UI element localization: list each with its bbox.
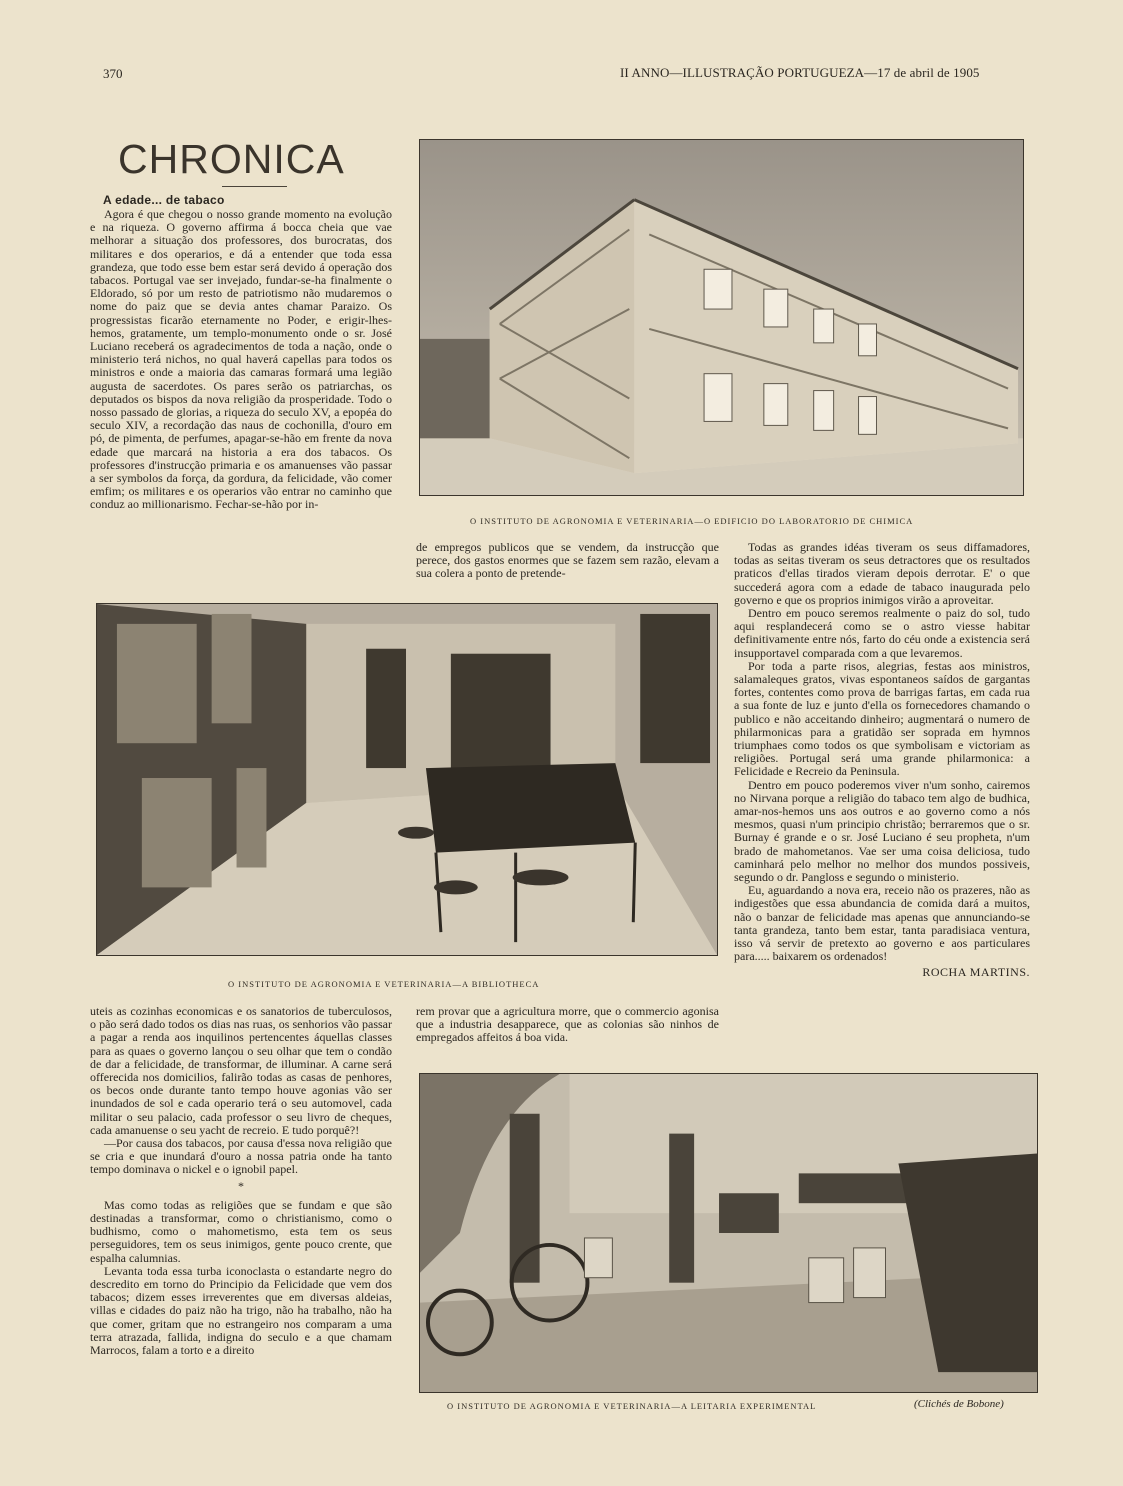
paragraph: Agora é que chegou o nosso grande momento na evolução e na riqueza. O governo affirma á bocca cheia que vae melhorar a situação dos professores, dos burocratas, dos militares e dos operarios, e dá a entender que toda essa grandeza, que todo esse bem estar será devido á operação dos tabacos. Portugal vae ser invejado, fundar-se-ha finalmente o Eldorado, só por um resto de patriotismo não mudaremos o nome do paiz que se devia antes chamar Paraizo. Os progressistas ficarão eternamente no Poder, e erigir-lhes-hemos, gratamente, um templo-monumento onde o sr. José Luciano receberá os agradecimentos de toda a nação, onde o ministerio terá nichos, no qual haverá capellas para todos os ministros e onde a maioria das camaras formará uma legião augusta de sacerdotes. Os pares serão os patriarchas, os deputados os bispos da nova religião da prosperidade. Todo o nosso passado de glorias, a riqueza do seculo XV, a epopéa do seculo XIV, a recordação das naus de cochonilla, d'ouro em pó, de pimenta, de perfumes, apagar-se-hão em frente da nova edade que marcará na historia a era dos tabacos. Os professores d'instrucção primaria e os amanuenses vão passar a ser symbolos da força, da gordura, da felicidade, vão comer emfim; os militares e os operarios vão entrar no caminho que conduz ao millionarismo. Fechar-se-hão por in- — [90, 208, 392, 512]
paragraph: Eu, aguardando a nova era, receio não os prazeres, não as indigestões que essa abundancia de comida dará a muitos, não o banzar de felicidade mas apenas que annunciando-se tanta grandeza, tanto bem estar, tanta paradisiaca ventura, isso vá servir de pretexto ao governo e aos particulares para..... baixarem os ordenados! — [734, 883, 1030, 964]
text-column-3 — [734, 541, 1030, 1056]
photo-credit: (Clichés de Bobone) — [914, 1398, 1004, 1410]
text-column-1-bottom — [90, 1005, 392, 1417]
author-signature: ROCHA MARTINS. — [922, 964, 1030, 979]
paragraph: Todas as grandes idéas tiveram os seus diffamadores, todas as seitas tiveram os seus detractores que os resultados praticos d'ellas tirados vieram depois derrotar. E' o que succederá agora com a edade de tabaco inaugurada pelo governo e que os proprios inimigos virão a aproveitar. — [734, 541, 1030, 607]
article-subtitle: A edade... de tabaco — [103, 193, 225, 207]
paragraph: rem provar que a agricultura morre, que o commercio agonisa que a industria desapparece, que as colonias são ninhos de empregados affeitos á boa vida. — [416, 1005, 719, 1045]
paragraph: —Por causa dos tabacos, por causa d'essa nova religião que se cria e que inundará d'ouro a nossa patria onde ha tanto tempo dominava o nickel e o ignobil papel. — [90, 1136, 392, 1177]
running-head: II ANNO—ILLUSTRAÇÃO PORTUGUEZA—17 de abril de 1905 — [620, 65, 980, 80]
caption-photo-3: O INSTITUTO DE AGRONOMIA E VETERINARIA—A LEITARIA EXPERIMENTAL — [447, 1401, 817, 1411]
paragraph: Dentro em pouco poderemos viver n'um sonho, cairemos no Nirvana porque a religião do tabaco tem algo de budhica, amar-nos-hemos uns aos outros e ao governo como a nós mesmos, quasi n'um principio christão; berraremos que o sr. Burnay é grande e o sr. José Luciano é seu propheta, n'um brado de mahometanos. Vae ser uma coisa deliciosa, tudo caminhará pelo melhor no melhor dos mundos possiveis, segundo o dr. Pangloss e segundo o ministerio. — [734, 777, 1030, 885]
caption-photo-2: O INSTITUTO DE AGRONOMIA E VETERINARIA—A BIBLIOTHECA — [228, 979, 540, 989]
page-number: 370 — [103, 66, 123, 81]
paragraph: uteis as cozinhas economicas e os sanatorios de tuberculosos, o pão será dado todos os dias nas ruas, os senhorios vão passar a pagar a renda aos inquilinos pertencentes áquellas classes para as quaes o governo lançou o seu olhar que tem o condão de dar a felicidade, de transformar, de illuminar. A carne será offerecida nos domicilios, falirão todas as casas de penhores, os becos onde durante tanto tempo houve agonias vão ser inundados de sol e cada operario terá o seu automovel, cada militar o seu palacio, cada professor o seu livro de cheques, cada amanuense o seu yacht de recreio. E tudo porquê?! — [90, 1005, 392, 1137]
photo-laboratory-building — [419, 139, 1024, 496]
paragraph: Mas como todas as religiões que se fundam e que são destinadas a transformar, como o christianismo, como o budhismo, como o mahometismo, esta tem os seus perseguidores, tem os seus inimigos, gente pouco crente, que espalha calumnias. — [90, 1197, 392, 1265]
text-column-2-bottom — [416, 1005, 719, 1061]
title-rule — [222, 186, 287, 187]
paragraph: Dentro em pouco seremos realmente o paiz do sol, tudo aqui resplandecerá como se o astro viesse habitar definitivamente entre nós, farto do céu onde a existencia será insupportavel comparada com a que levaremos. — [734, 606, 1030, 660]
section-break: * — [238, 1178, 244, 1193]
photo-dairy — [419, 1073, 1038, 1393]
building-illustration — [420, 140, 1023, 495]
text-column-1-top — [90, 208, 392, 606]
article-title: CHRONICA — [118, 136, 345, 182]
paragraph: Por toda a parte risos, alegrias, festas aos ministros, salamaleques gratos, vivas espontaneos saídos de gargantas fortes, contentes como prova de barrigas fartas, em cada rua a sua fonte de luz e junto d'ella os fornecedores chamando o publico e não acceitando dinheiro; augmentará o numero de philarmonicas para a gratidão ser soprada em hymnos triumphaes como todos os que symbolisam e victoriam as religiões. Portugal será uma grande philarmonica: a Felicidade e Recreio da Peninsula. — [734, 658, 1030, 779]
caption-photo-1: O INSTITUTO DE AGRONOMIA E VETERINARIA—O EDIFICIO DO LABORATORIO DE CHIMICA — [470, 516, 914, 526]
photo-library — [96, 603, 718, 956]
dairy-illustration — [420, 1074, 1037, 1392]
library-illustration — [97, 604, 717, 955]
paragraph: de empregos publicos que se vendem, da instrucção que perece, dos gastos enormes que se fazem sem razão, elevam a sua colera a ponto de pretende- — [416, 541, 719, 581]
paragraph: Levanta toda essa turba iconoclasta o estandarte negro do descredito em torno do Principio da Felicidade que vem dos tabacos; dizem esses irreverentes que em diversas aldeias, villas e cidades do paiz não ha trigo, não ha trabalho, não ha que comer, gritam que no estrangeiro nos comparam a uma terra atrazada, fallida, indigna do seculo e a que chamam Marrocos, falam a torto e a direito — [90, 1263, 392, 1358]
text-column-2-top — [416, 541, 719, 594]
